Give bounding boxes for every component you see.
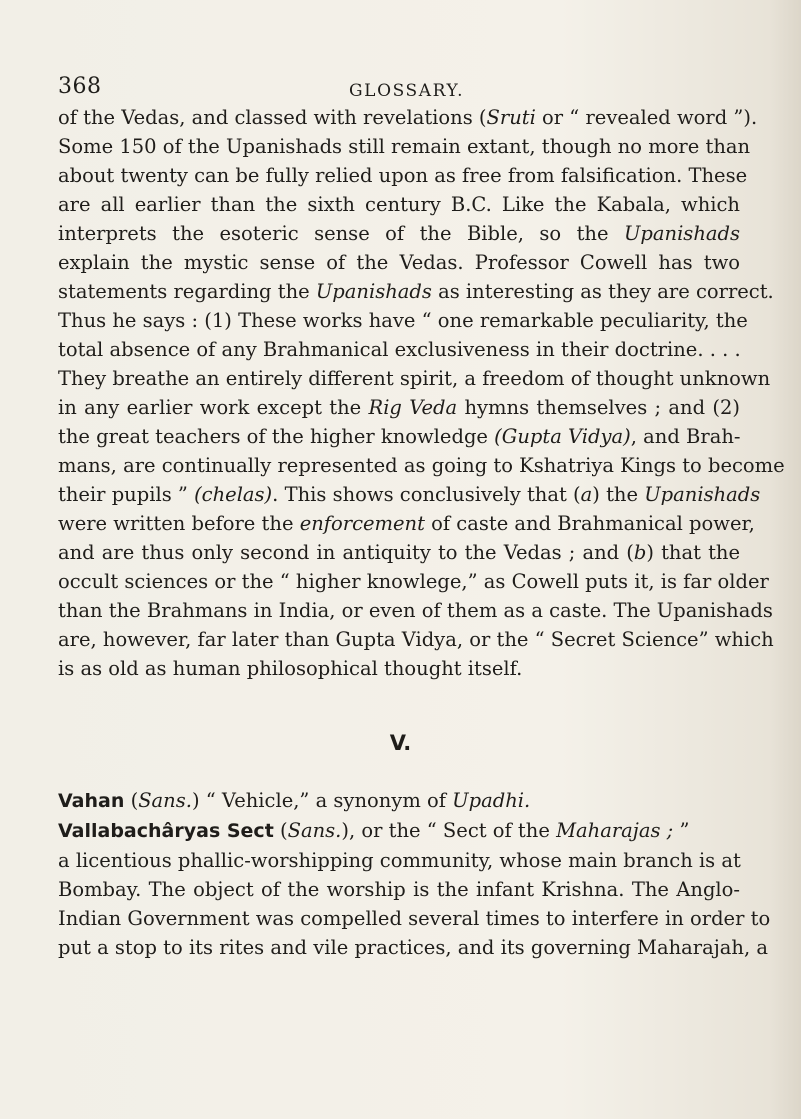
text-line: They breathe an entirely different spirit, a freedom of thought unknown [58,367,771,390]
text-line: mans, are continually represented as going to Kshatriya Kings to become [58,454,785,477]
text-line: explain the mystic sense of the Vedas. Professor Cowell has two [58,251,740,274]
text-line: statements regarding the Upanishads as interesting as they are correct. [58,280,774,303]
text-line: the great teachers of the higher knowledge (Gupta Vidya), and Brah- [58,425,741,448]
text-line: are, however, far later than Gupta Vidya, or the “ Secret Science” which [58,628,774,651]
text-line: a licentious phallic-worshipping community, whose main branch is at [58,849,741,872]
text-line: of the Vedas, and classed with revelations (Sruti or “ revealed word ”). [58,106,758,129]
glossary-entries [58,786,771,962]
text-line: total absence of any Brahmanical exclusiveness in their doctrine. . . . [58,338,741,361]
text-line: Indian Government was compelled several times to interfere in order to [58,907,771,930]
text-line: occult sciences or the “ higher knowlege,” as Cowell puts it, is far older [58,570,769,593]
text-line: about twenty can be fully relied upon as free from falsification. These [58,164,748,187]
text-line: put a stop to its rites and vile practices, and its governing Maharajah, a [58,936,768,959]
section-letter-heading: V. [389,731,412,755]
text-line: and are thus only second in antiquity to the Vedas ; and (b) that the [58,541,741,564]
upanishads-paragraph [58,103,785,683]
running-title: GLOSSARY. [349,81,465,101]
text-line: interprets the esoteric sense of the Bible, so the Upanishads [58,222,740,245]
text-line: in any earlier work except the Rig Veda hymns themselves ; and (2) [58,396,740,419]
text-line: is as old as human philosophical thought itself. [58,657,523,680]
text-line: their pupils ” (chelas). This shows conclusively that (a) the Upanishads [58,483,761,506]
page-number: 368 [58,74,102,99]
text-line: Thus he says : (1) These works have “ one remarkable peculiarity, the [58,309,748,332]
entry-term: Vahan [58,790,125,812]
text-line: are all earlier than the sixth century B.C. Like the Kabala, which [58,193,740,216]
text-line: than the Brahmans in India, or even of them as a caste. The Upanishads [58,599,773,622]
glossary-entry-vahan: Vahan (Sans.) “ Vehicle,” a synonym of Upadhi. [58,789,531,812]
text-line: were written before the enforcement of caste and Brahmanical power, [58,512,755,535]
text-line: Some 150 of the Upanishads still remain extant, though no more than [58,135,751,158]
text-line: Bombay. The object of the worship is the infant Krishna. The Anglo- [58,878,740,901]
glossary-entry-vallabacharyas: Vallabachâryas Sect (Sans.), or the “ Sect of the Maharajas ; ” [58,819,690,842]
entry-term: Vallabachâryas Sect [58,820,274,842]
